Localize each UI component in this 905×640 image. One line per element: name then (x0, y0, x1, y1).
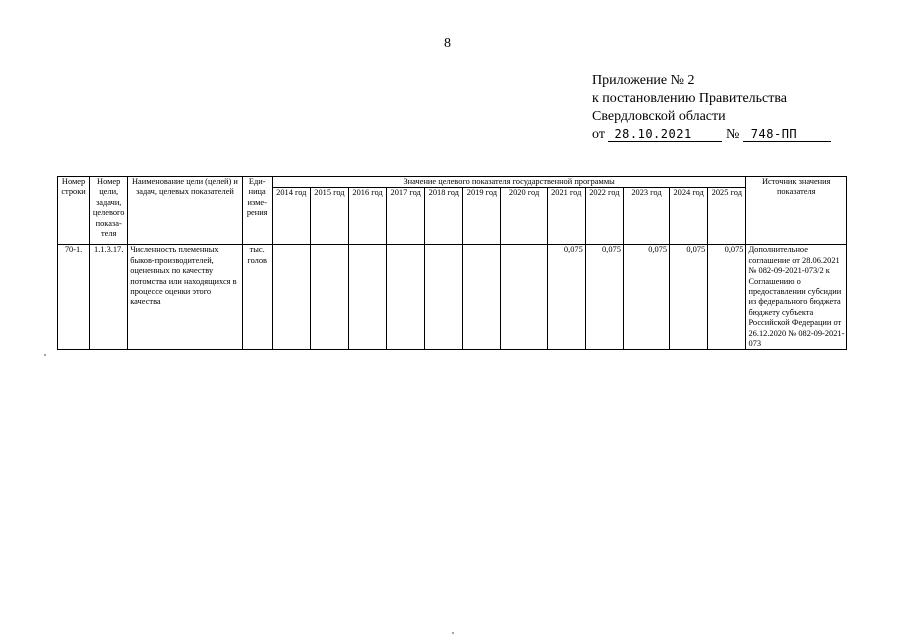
header-value-group: Значение целевого показателя государственной программы (272, 177, 746, 188)
cell-value: 0,075 (585, 245, 623, 350)
cell-value (501, 245, 547, 350)
table-row (58, 245, 847, 350)
cell-unit: тыс. голов (242, 245, 272, 350)
header-year: 2024 год (670, 188, 708, 245)
date-prefix: от (592, 127, 605, 142)
header-source: Источник значения показателя (746, 177, 847, 245)
goals-table (57, 176, 847, 350)
resolution-number: 748-ПП (743, 127, 831, 142)
cell-value (272, 245, 310, 350)
appendix-resolution-line: к постановлению Правительства (592, 91, 788, 106)
cell-value: 0,075 (670, 245, 708, 350)
header-year: 2018 год (425, 188, 463, 245)
header-year: 2022 год (585, 188, 623, 245)
header-year: 2019 год (463, 188, 501, 245)
header-unit: Еди-ница изме-рения (242, 177, 272, 245)
cell-row-number: 70-1. (58, 245, 90, 350)
header-year: 2014 год (272, 188, 310, 245)
resolution-date: 28.10.2021 (608, 127, 722, 142)
header-row-number: Номер строки (58, 177, 90, 245)
appendix-date-number-line (592, 126, 831, 144)
appendix-title: Приложение № 2 (592, 73, 695, 88)
table-header-row (58, 177, 847, 188)
cell-value (348, 245, 386, 350)
header-year: 2017 год (387, 188, 425, 245)
cell-source: Дополнительное соглашение от 28.06.2021 № 082-09-2021-073/2 к Соглашению о предоставлении субсидии из федерального бюджета бюджету субъекта Российской Федерации от 26.12.2020 № 082-09-2021-073 (746, 245, 847, 350)
appendix-header (592, 72, 831, 144)
header-goal-name: Наименование цели (целей) и задач, целевых показателей (128, 177, 242, 245)
cell-value: 0,075 (623, 245, 669, 350)
header-year: 2025 год (708, 188, 746, 245)
appendix-region-line: Свердловской области (592, 109, 726, 124)
cell-value (425, 245, 463, 350)
cell-value (463, 245, 501, 350)
page-number: 8 (444, 36, 451, 51)
header-goal-number: Номер цели, задачи, целевого показа-теля (90, 177, 128, 245)
cell-value: 0,075 (547, 245, 585, 350)
cell-goal-number: 1.1.3.17. (90, 245, 128, 350)
header-year: 2016 год (348, 188, 386, 245)
header-year: 2020 год (501, 188, 547, 245)
cell-value (387, 245, 425, 350)
header-year: 2021 год (547, 188, 585, 245)
header-year: 2023 год (623, 188, 669, 245)
cell-goal-name: Численность племенных быков-производителей, оцененных по качеству потомства или находящихся в процессе оценки этого качества (128, 245, 242, 350)
scan-speck (44, 354, 46, 356)
cell-value: 0,075 (708, 245, 746, 350)
cell-value (310, 245, 348, 350)
number-prefix: № (725, 127, 740, 142)
header-year: 2015 год (310, 188, 348, 245)
scan-speck (452, 632, 454, 634)
